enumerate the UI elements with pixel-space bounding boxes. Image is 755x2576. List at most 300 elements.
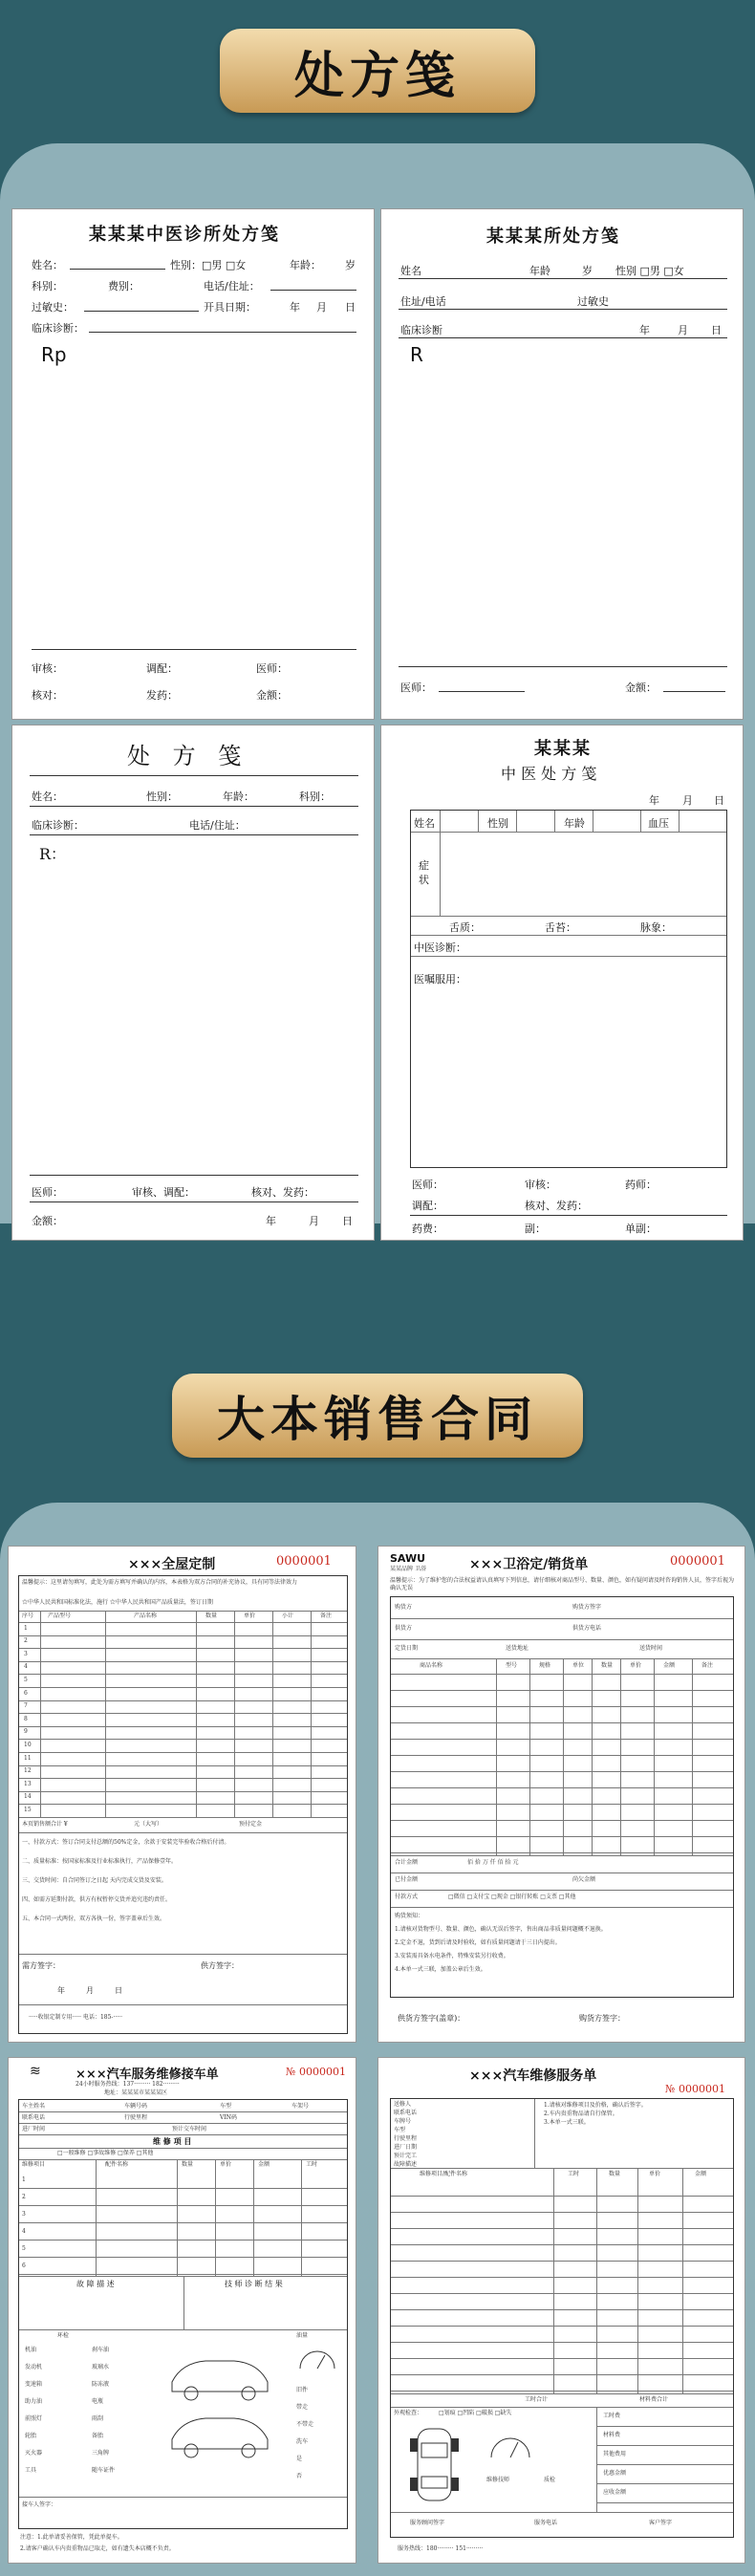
form3-check-item: 发动机 [25,2364,43,2370]
form1-row-line [19,1804,347,1805]
form1-grid [19,1611,347,1612]
form1-term: 二、质量标准：按国家标准及行业标准执行，产品保修壹年。 [22,1858,178,1865]
form4-labor-total: 工时合计 [525,2396,549,2403]
rx4-pharm: 药师： [625,1179,657,1191]
form1-col-header: 小计 [282,1613,294,1619]
form3-check-item: 工具 [25,2467,37,2474]
rx2-diag: 临床诊断 [400,324,442,336]
rx2-m: 月 [678,324,688,336]
form1-prepay: 预付定金 [239,1821,263,1828]
form2-pay-opts: □微信 □支付宝 □现金 □银行转账 □支票 □其他 [448,1894,576,1900]
form1-term: 三、交货时间：自合同签订之日起 天内完成交货及安装。 [22,1877,167,1884]
form3-col: 配件名称 [105,2161,129,2168]
form-car-service [378,2057,745,2564]
form2-row-line [391,1739,733,1740]
form4-notice: 3.本单一式三联。 [544,2119,590,2126]
form3-check-item: 雨刮 [92,2415,104,2422]
form2-row-line [391,1706,733,1707]
rx4-grid [679,811,680,832]
rx3-m: 月 [309,1215,319,1227]
rx2-line [439,691,525,692]
form3-opt: 带走 [296,2404,309,2411]
rx2-amount: 金额： [625,682,657,694]
form3-repair-opts: □一般维修 □事故维修 □保养 □其他 [57,2150,154,2156]
form2-grid [391,1674,733,1675]
form3-check-item: 玻璃水 [92,2364,110,2370]
form3-col-line [177,2159,178,2276]
form1-row-line [19,1674,347,1675]
rx2-name: 姓名 [400,265,421,277]
form3-row-num: 2 [22,2194,26,2200]
form3-row-line [19,2274,347,2275]
form2-col-header: 数量 [601,1662,614,1669]
form4-fee-line [596,2464,733,2465]
form2-row-line [391,1755,733,1756]
rx2-title: 某某某所处方笺 [486,227,620,247]
rx3-gender: 性别： [146,790,178,803]
form3-opt: 否 [296,2473,303,2479]
form-custom-home [8,1546,356,2043]
form1-row-num: 11 [24,1754,32,1762]
rx1-age: 年龄： [290,259,321,271]
rx1-name: 姓名： [32,259,63,271]
rx3-name: 姓名： [32,790,63,803]
rx2-addr: 住址/电话 [400,295,446,308]
form1-title: ×××全屋定制 [128,1557,216,1572]
form1-row-line [19,1791,347,1792]
form2-grid [391,1890,733,1891]
rx2-age-unit: 岁 [582,265,593,277]
form2-col-header: 单价 [630,1662,642,1669]
form3-field: VIN码 [220,2114,237,2121]
rx4-grid [440,811,441,916]
form2-footer-left: 供货方签字(盖章)： [398,2014,465,2023]
form3-check-item: 前照灯 [25,2415,43,2422]
rx4-y: 年 [649,794,659,807]
form4-qc: 质检 [544,2477,556,2483]
form-car-checkin [8,2057,356,2564]
form1-m: 月 [86,1986,94,1995]
rx1-line [70,269,165,270]
form1-table [18,1575,348,2034]
rx4-symptom: 症 状 [419,859,429,887]
form3-grid [183,2276,184,2329]
form1-grid [234,1611,235,1817]
form1-grid [105,1611,106,1817]
form1-row-line [19,1648,347,1649]
form2-row-line [391,1852,733,1853]
form1-total: 本页销售额合计 ¥ [22,1821,68,1828]
form2-term: 2.定金不退，货到后请及时验收，如有质量问题请于三日内提出。 [395,1939,561,1946]
form4-check-opts: □划痕 □凹陷 □破损 □缺失 [439,2410,512,2416]
form4-sig: 服务顾问签字 [410,2520,445,2526]
form4-number-prefix: № [665,2083,676,2095]
form1-row-num: 15 [24,1807,32,1813]
form1-col-header: 单价 [244,1613,256,1619]
form1-row-num: 12 [24,1767,32,1775]
form3-check-item: 随车证件 [92,2467,116,2474]
form3-fault: 故 障 描 述 [76,2280,115,2288]
form3-grid [19,2111,347,2112]
form3-grid [19,2497,347,2498]
form3-row-line [19,2188,347,2189]
form1-grid [272,1611,273,1817]
form2-row-line [391,1722,733,1723]
form4-grid [534,2099,535,2168]
form4-field: 联系电话 [394,2110,418,2116]
form1-col-header: 备注 [320,1613,333,1619]
form4-parts-total: 材料费合计 [639,2396,669,2403]
form4-fee-label: 材料费 [603,2432,621,2438]
form3-check-item: 备胎 [92,2433,104,2439]
rx4-title2: 中 医 处 方 笺 [501,765,597,783]
form2-grid [692,1658,693,1855]
form1-col-header: 产品名称 [134,1613,158,1619]
form4-footer: 服务热线：180········· 151········· [398,2545,484,2552]
rx4-age: 年龄 [564,817,585,830]
form1-buyer-sign: 需方签字： [22,1961,60,1970]
rx4-tcm-diag: 中医诊断： [414,942,466,954]
rx4-doctor: 医师： [412,1179,443,1191]
form2-row-line [391,1771,733,1772]
rx1-check: 核对： [32,689,63,702]
car-diagram-icon [162,2344,277,2487]
form3-row-line [19,2257,347,2258]
form2-note: 温馨提示：为了维护您的合法权益请认真填写下列信息，请仔细核对商品型号、数量、颜色，如有疑问请及时咨询销售人员，签字后视为确认无误 [390,1577,735,1591]
form3-row-num: 5 [22,2245,26,2252]
rx1-date: 开具日期： [204,301,256,314]
rx1-rp: Rp [41,343,67,366]
form2-grid [654,1658,655,1855]
rx4-tongue: 舌苔： [545,921,576,934]
rx1-fee: 费别： [108,280,140,292]
form3-field: 进厂时间 [22,2126,46,2132]
form2-pay: 付款方式 [395,1894,419,1900]
form4-field: 进厂日期 [394,2144,418,2151]
form4-field: 行驶里程 [394,2135,418,2142]
form4-title: ×××汽车维修服务单 [469,2068,597,2084]
form4-grid [553,2168,554,2393]
form4-grid [596,2407,597,2512]
fuel-gauge-icon [486,2429,534,2462]
rx1-m: 月 [316,301,327,314]
form2-grid [391,1618,733,1619]
rx1-line [89,332,356,333]
form3-col: 数量 [182,2161,194,2168]
form3-check-item: 机油 [25,2347,37,2353]
form2-seller: 供货方 [395,1625,413,1632]
form2-number: 0000001 [670,1554,725,1569]
form3-check-item: 助力油 [25,2398,43,2405]
rx4-grid [411,916,726,917]
form1-grid [40,1611,41,1817]
rx4-fee: 药费： [412,1223,443,1235]
form3-number-prefix: № [286,2066,296,2078]
form4-col: 单价 [649,2171,661,2177]
form3-col: 维修项目 [22,2161,46,2168]
rx1-history: 过敏史： [32,301,74,314]
rx1-phone: 电话/住址： [204,280,260,292]
rx2-age: 年龄 [529,265,550,277]
rx3-line [30,806,358,807]
rx1-diag: 临床诊断： [32,322,84,335]
form2-order-date: 定货日期 [395,1645,419,1652]
form3-row-num: 1 [22,2176,26,2183]
form2-term: 购货须知： [395,1913,424,1919]
form3-check-item: 三角牌 [92,2450,110,2457]
form2-send-time: 送货时间 [639,1645,663,1652]
prescription-sheet-1 [11,208,375,720]
form2-grid [563,1658,564,1855]
form1-row-num: 6 [24,1689,28,1697]
form2-row-line [391,1804,733,1805]
form4-tech: 维修技师 [486,2477,510,2483]
form1-row-line [19,1713,347,1714]
form2-grid [391,1639,733,1640]
form1-row-line [19,1726,347,1727]
form3-check-item: 电瓶 [92,2398,104,2405]
form4-field: 故障描述 [394,2161,418,2168]
rx3-line [30,775,358,776]
form1-notice: ☆中华人民共和国标准化法，施行 ☆中华人民共和国产品质量法，签订日期 [22,1599,213,1606]
rx1-title: 某某某中医诊所处方笺 [89,225,280,245]
rx4-box [410,810,727,1168]
rx3-doctor: 医师： [32,1186,63,1199]
form-bathroom [378,1546,745,2043]
form3-check-item: 刹车油 [92,2347,110,2353]
rx4-check: 核对、发药： [525,1200,588,1212]
rx1-amount: 金额： [256,689,288,702]
form3-row-num: 3 [22,2211,26,2218]
form1-grid [19,1622,347,1623]
rx3-d: 日 [342,1215,353,1227]
form4-notice: 2.车内贵重物品请自行保管。 [544,2111,618,2117]
form2-buyer: 购货方 [395,1604,413,1611]
rx2-line [399,666,727,667]
rx3-line [30,834,358,835]
rx1-y: 年 [290,301,300,314]
form3-col-line [96,2159,97,2276]
form2-logo: SAWU [390,1552,426,1565]
form1-row-num: 2 [24,1637,28,1645]
rx4-pulse: 脉象： [640,921,672,934]
form3-foot2: 注意：1.此单请妥善保管，凭此单提车。 [20,2534,123,2541]
form2-term: 3.安装需具备水电条件，特殊安装另行收费。 [395,1953,509,1959]
form1-grid [196,1611,197,1817]
rx3-line [30,1175,358,1176]
form4-fee-label: 应收金额 [603,2489,627,2496]
form4-grid [682,2168,683,2393]
rx1-d: 日 [345,301,356,314]
form3-check-item: 轮胎 [25,2433,37,2439]
form3-grid [19,2123,347,2124]
form1-grid [19,1954,347,1955]
form3-col: 单价 [220,2161,232,2168]
rx4-slip: 单副： [625,1223,657,1235]
form3-grid [19,2148,347,2149]
form3-field: 车辆号码 [124,2103,148,2110]
form2-grid [391,1907,733,1908]
form1-row-line [19,1687,347,1688]
form3-repair: 维 修 项 目 [153,2136,192,2146]
rx3-review: 审核、调配： [132,1186,195,1199]
rx2-r: R [410,343,423,366]
form4-grid [391,2393,733,2394]
rx4-grid [411,832,726,833]
form2-col-header: 金额 [663,1662,676,1669]
rx4-tongue-coat: 舌质： [449,921,481,934]
section-title-sales-contract: 大本销售合同 [172,1374,583,1458]
rx2-gender: 性别 □男 □女 [615,265,684,277]
form3-grid [19,2159,347,2160]
form3-field: 联系电话 [22,2114,46,2121]
form1-notice: 温馨提示：这里请勿填写，此处为需方填写并确认的内容，本表格为双方合同的补充协议，具有同等法律效力 [22,1579,298,1586]
form1-grid [311,1611,312,1817]
form3-addr: 地址：某某某市某某某区 [104,2089,168,2096]
form3-row-num: 4 [22,2228,26,2235]
rx4-line [410,1215,727,1216]
form3-check-title: 环检 [57,2332,70,2339]
car-topview-icon [399,2424,470,2505]
rx3-line [30,1201,358,1202]
rx1-doctor: 医师： [256,662,288,675]
form4-notice: 1.请核对维修项目及价格，确认后签字。 [544,2102,647,2109]
form4-sig: 客户签字 [649,2520,673,2526]
form1-row-num: 5 [24,1677,28,1683]
form1-footer: ·····收银定制专用····· 电话：185-····· [29,2014,122,2021]
form2-grid [391,1872,733,1873]
form2-table [390,1596,734,1998]
rx4-grid [516,811,517,832]
form1-term: 一、付款方式：签订合同支付总额的50%定金，余款于安装完毕验收合格后付清。 [22,1839,230,1846]
form3-row-line [19,2205,347,2206]
rx4-gender: 性别 [487,817,508,830]
form4-grid [637,2168,638,2393]
form4-col: 数量 [609,2171,621,2177]
form3-grid [19,2329,347,2330]
rx3-phone: 电话/住址： [189,819,246,832]
form1-term: 五、本合同一式两份，双方各执一份，签字盖章后生效。 [22,1916,166,1922]
rx2-y: 年 [639,324,650,336]
form1-d: 日 [115,1986,122,1995]
rx4-advice: 医嘱服用： [414,973,466,985]
form1-grid [19,1832,347,1833]
form2-addr: 送货地址 [506,1645,529,1652]
rx2-line [399,309,727,310]
rx1-dept: 科别： [32,280,63,292]
rx4-grid [411,935,726,936]
rx4-name: 姓名 [414,817,435,830]
rx4-grid [411,956,726,957]
form1-col-header: 序号 [22,1613,34,1619]
rx3-diag: 临床诊断： [32,819,84,832]
form2-grid [496,1658,497,1855]
rx3-y: 年 [266,1215,276,1227]
form4-grid [391,2512,733,2513]
form2-unpaid: 尚欠金额 [572,1876,596,1883]
form2-seller-phone: 供货方电话 [572,1625,602,1632]
rx4-dispense: 调配： [412,1200,443,1212]
form1-seller-sign: 供方签字： [201,1961,239,1970]
form1-y: 年 [57,1986,65,1995]
form4-field: 车牌号 [394,2118,412,2125]
form4-grid [391,2407,733,2408]
form4-grid [596,2168,597,2393]
form1-row-num: 9 [24,1728,28,1736]
rx3-title: 处 方 笺 [127,743,249,769]
form1-row-line [19,1661,347,1662]
form1-grid [19,2004,347,2005]
form4-fee-line [596,2445,733,2446]
form2-title: ×××卫浴定/销货单 [469,1557,589,1572]
form2-col-header: 备注 [701,1662,714,1669]
form2-paid: 已付金额 [395,1876,419,1883]
form1-row-num: 10 [24,1742,32,1748]
prescription-sheet-3 [11,725,375,1241]
prescription-sheet-4 [380,725,744,1241]
rx4-grid [478,811,479,832]
rx3-dept: 科别： [299,790,331,803]
form4-field: 车型 [394,2127,406,2133]
form1-row-num: 3 [24,1650,28,1657]
form4-fee-label: 其他费用 [603,2451,627,2457]
form3-opt: 洗车 [296,2438,309,2445]
section-title-prescription: 处方笺 [220,29,535,113]
rx3-r: R： [39,845,67,863]
form1-col-header: 数量 [205,1613,218,1619]
form4-check-label: 外观检查： [394,2410,423,2416]
form2-grid [391,1855,733,1856]
form4-sig: 服务电话 [534,2520,558,2526]
rx1-age-unit: 岁 [345,259,356,271]
rx4-m: 月 [682,794,693,807]
form3-number: 0000001 [299,2066,346,2078]
form3-field: 车主姓名 [22,2103,46,2110]
prescription-sheet-2 [380,208,744,720]
form1-row-line [19,1765,347,1766]
form1-row-num: 14 [24,1793,32,1801]
form1-row-line [19,1817,347,1818]
form4-field: 预计完工 [394,2153,418,2159]
form2-col-header: 单位 [572,1662,585,1669]
rx2-line [399,278,727,279]
rx2-d: 日 [711,324,722,336]
form3-field: 车型 [220,2103,232,2110]
form1-row-line [19,1635,347,1636]
form3-title: ×××汽车服务维修接车单 [76,2067,219,2082]
form4-field: 送修人 [394,2101,412,2108]
form1-number: 0000001 [276,1554,332,1569]
form4-fee-line [596,2426,733,2427]
form2-term: 4.本单一式三联，加盖公章后生效。 [395,1966,486,1973]
rx4-bp: 血压 [648,817,669,830]
form4-col: 工时 [568,2171,580,2177]
fuel-gauge-icon [296,2344,339,2372]
rx3-check: 核对、发药： [251,1186,314,1199]
rx1-line [270,290,356,291]
form4-fee-label: 工时费 [603,2413,621,2419]
form2-grid [592,1658,593,1855]
car-logo-icon: ≋ [30,2064,41,2079]
form3-col-line [215,2159,216,2276]
rx1-review: 审核： [32,662,63,675]
rx2-line [399,337,727,338]
form3-row-num: 6 [22,2262,26,2269]
form3-fuel: 油量 [296,2332,309,2339]
form2-row-line [391,1836,733,1837]
form3-check-item: 变速箱 [25,2381,43,2388]
form3-opt: 是 [296,2456,303,2462]
